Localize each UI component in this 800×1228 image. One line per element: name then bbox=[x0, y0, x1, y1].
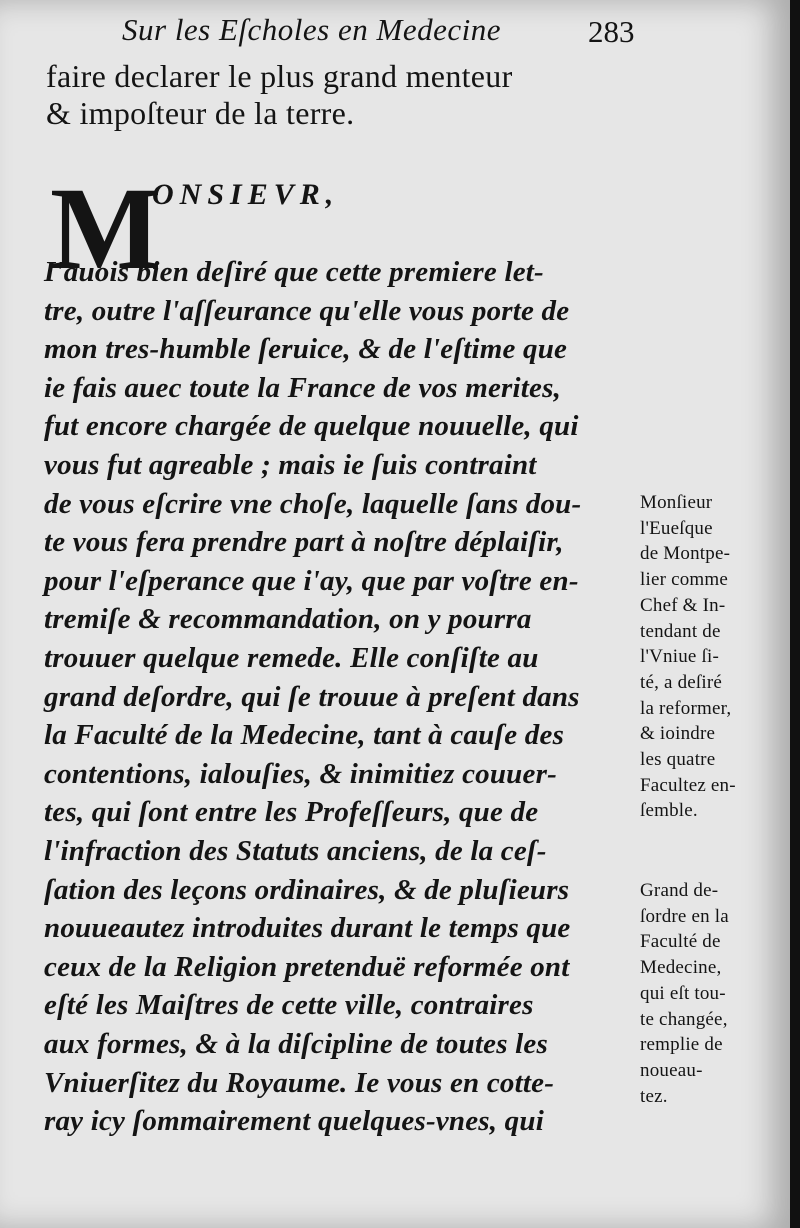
letter-body-line: nouueautez introduites durant le temps que bbox=[44, 912, 571, 945]
margin-note-line: tez. bbox=[640, 1085, 668, 1107]
page-edge bbox=[790, 0, 800, 1228]
letter-body-line: l'infraction des Statuts anciens, de la ceſ- bbox=[44, 835, 547, 867]
letter-body-line: I'auois bien deſiré que cette premiere let- bbox=[44, 256, 544, 288]
letter-body-line: te vous fera prendre part à noſtre déplaiſir, bbox=[44, 526, 564, 559]
margin-note-line: tendant de bbox=[640, 620, 721, 642]
letter-body-line: la Faculté de la Medecine, tant à cauſe des bbox=[44, 719, 565, 752]
carry-over-line: & impoſteur de la terre. bbox=[46, 95, 355, 131]
margin-note-line: l'Vniue ſi- bbox=[640, 646, 719, 668]
margin-note-line: la reformer, bbox=[640, 697, 732, 719]
margin-note-line: les quatre bbox=[640, 749, 716, 770]
margin-note-line: té, a deſiré bbox=[640, 671, 723, 693]
margin-note-line: te changée, bbox=[640, 1008, 728, 1030]
letter-body-line: contentions, ialouſies, & inimitiez couuer- bbox=[44, 757, 557, 790]
letter-body-line: ie fais auec toute la France de vos merites, bbox=[44, 371, 562, 404]
letter-body-line: ceux de la Religion pretenduë reformée ont bbox=[44, 950, 570, 983]
letter-body-line: pour l'eſperance que i'ay, que par voſtre en- bbox=[44, 564, 579, 597]
margin-note-line: de Montpe- bbox=[640, 543, 731, 565]
letter-body-line: tes, qui ſont entre les Profeſſeurs, que de bbox=[44, 796, 539, 829]
margin-note-line: qui eſt tou- bbox=[640, 982, 726, 1004]
margin-note-line: remplie de bbox=[640, 1034, 723, 1056]
carry-over-line: faire declarer le plus grand menteur bbox=[46, 58, 513, 94]
letter-body-line: trouuer quelque remede. Elle conſiſte au bbox=[44, 642, 539, 674]
letter-body-line: tre, outre l'aſſeurance qu'elle vous porte de bbox=[44, 294, 570, 327]
letter-body-line: tremiſe & recommandation, on y pourra bbox=[44, 603, 532, 636]
margin-note-line: & ioindre bbox=[640, 723, 716, 745]
letter-salutation: ONSIEVR, bbox=[152, 178, 340, 211]
letter-body-line: mon tres-humble ſeruice, & de l'eſtime que bbox=[44, 333, 568, 366]
margin-note-line: l'Eueſque bbox=[640, 517, 713, 539]
running-title: Sur les Eſcholes en Medecine bbox=[122, 12, 501, 47]
letter-body-line: eſté les Maiſtres de cette ville, contraires bbox=[44, 989, 534, 1022]
margin-note-line: Faculté de bbox=[640, 931, 721, 953]
margin-note-line: ſordre en la bbox=[640, 905, 729, 927]
page-number: 283 bbox=[588, 14, 635, 49]
letter-body-line: aux formes, & à la diſcipline de toutes les bbox=[44, 1028, 548, 1060]
margin-note-line: ſemble. bbox=[640, 800, 698, 822]
margin-note-line: noueau- bbox=[640, 1059, 703, 1081]
letter-body-line: vous fut agreable ; mais ie ſuis contraint bbox=[44, 449, 537, 481]
margin-note-line: Monſieur bbox=[640, 492, 713, 513]
margin-note-line: Facultez en- bbox=[640, 774, 736, 796]
letter-body-line: ray icy ſommairement quelques-vnes, qui bbox=[44, 1105, 544, 1138]
letter-body-line: ſation des leçons ordinaires, & de pluſieurs bbox=[44, 873, 570, 906]
margin-note-line: Medecine, bbox=[640, 957, 722, 979]
letter-body-line: fut encore chargée de quelque nouuelle, qui bbox=[44, 410, 579, 443]
margin-note-line: Grand de- bbox=[640, 880, 719, 901]
letter-body-line: de vous eſcrire vne choſe, laquelle ſans dou- bbox=[44, 487, 582, 520]
drop-capital: M bbox=[50, 163, 162, 294]
letter-body-line: grand deſordre, qui ſe trouue à preſent dans bbox=[44, 680, 580, 713]
letter-body-line: Vniuerſitez du Royaume. Ie vous en cotte- bbox=[44, 1066, 555, 1099]
margin-note-line: Chef & In- bbox=[640, 594, 726, 616]
margin-note-line: lier comme bbox=[640, 569, 728, 591]
